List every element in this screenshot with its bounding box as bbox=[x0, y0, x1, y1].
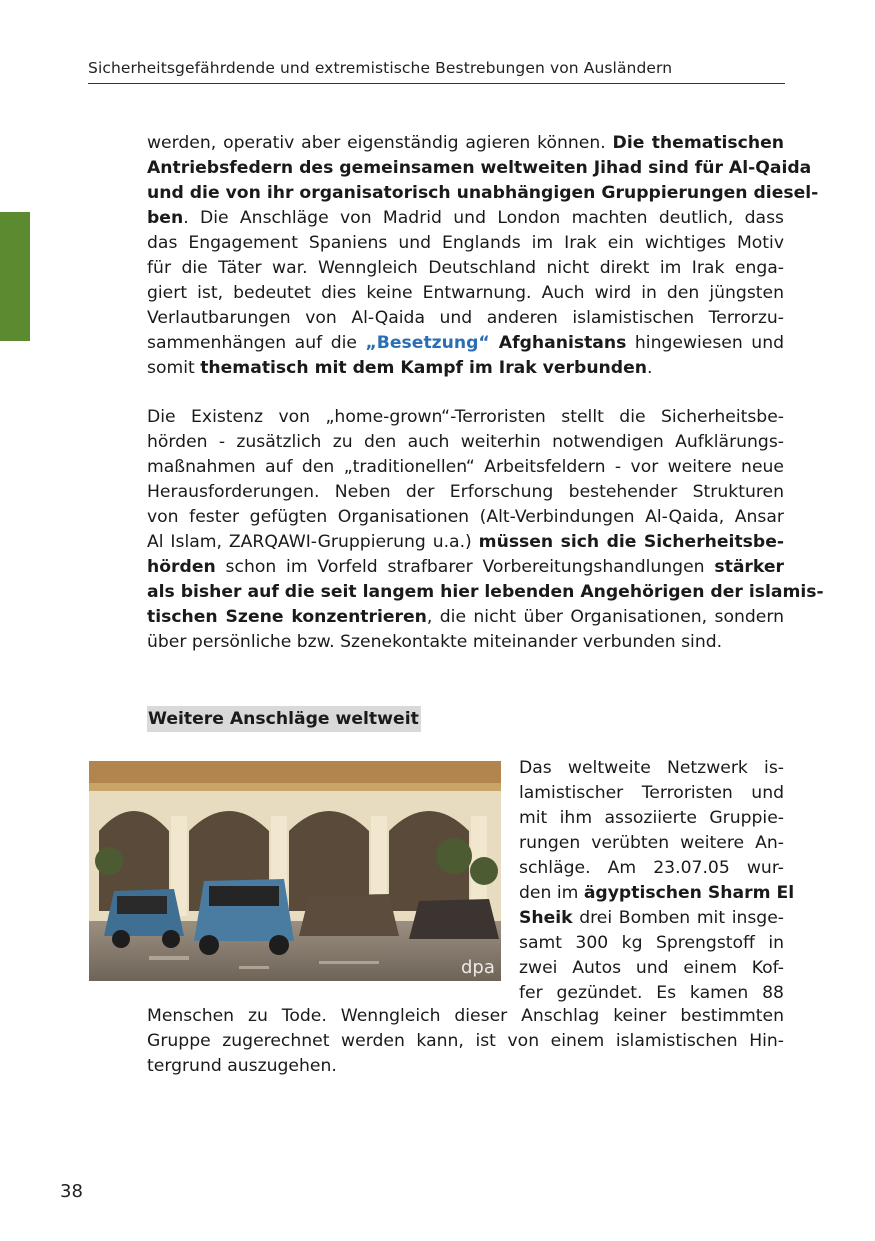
sharm-el-sheik-photo bbox=[89, 761, 501, 981]
paragraph-3-wrapped bbox=[519, 756, 795, 1006]
p3-line-11: Menschen zu Tode. Wenngleich dieser Anschlag keiner bestimmten bbox=[147, 1006, 784, 1026]
chapter-side-tab bbox=[0, 212, 30, 341]
section-heading: Weitere Anschläge weltweit bbox=[147, 706, 421, 732]
p1-line-3: und die von ihr organisatorisch unabhängigen Gruppierungen diesel- bbox=[147, 183, 819, 203]
p3-line-6: den im ägyptischen Sharm El bbox=[519, 883, 795, 903]
p2-line-4: Herausforderungen. Neben der Erforschung bestehender Strukturen bbox=[147, 482, 784, 502]
photo-illustration bbox=[89, 761, 501, 981]
p3-line-9: zwei Autos und einem Kof- bbox=[519, 958, 784, 978]
p2-line-5: von fester gefügten Organisationen (Alt-Verbindungen Al-Qaida, Ansar bbox=[147, 507, 784, 527]
p1-line-5: das Engagement Spaniens und Englands im Irak ein wichtiges Motiv bbox=[147, 233, 784, 253]
p1-line-8: Verlautbarungen von Al-Qaida und anderen islamistischen Terrorzu- bbox=[147, 308, 784, 328]
p2-line-2: hörden - zusätzlich zu den auch weiterhin notwendigen Aufklärungs- bbox=[147, 432, 784, 452]
p1-line-4: ben. Die Anschläge von Madrid und London machten deutlich, dass bbox=[147, 208, 784, 228]
header-divider bbox=[88, 83, 785, 84]
p2-line-8: als bisher auf die seit langem hier lebenden Angehörigen der islamis- bbox=[147, 582, 824, 602]
p3-line-10: fer gezündet. Es kamen 88 bbox=[519, 983, 784, 1003]
p3-line-2: lamistischer Terroristen und bbox=[519, 783, 784, 803]
p1-line-7: giert ist, bedeutet dies keine Entwarnung. Auch wird in den jüngsten bbox=[147, 283, 784, 303]
p2-line-6: Al Islam, ZARQAWI-Gruppierung u.a.) müssen sich die Sicherheitsbe- bbox=[147, 532, 784, 552]
p1-line-9: sammenhängen auf die „Besetzung“ Afghanistans hingewiesen und bbox=[147, 333, 785, 353]
p3-line-12: Gruppe zugerechnet werden kann, ist von einem islamistischen Hin- bbox=[147, 1031, 784, 1051]
p2-line-9: tischen Szene konzentrieren, die nicht über Organisationen, sondern bbox=[147, 607, 785, 627]
p3-line-7: Sheik drei Bomben mit insge- bbox=[519, 908, 784, 928]
p3-line-3: mit ihm assoziierte Gruppie- bbox=[519, 808, 784, 828]
p3-line-13: tergrund auszugehen. bbox=[147, 1056, 337, 1076]
p3-line-4: rungen verübten weitere An- bbox=[519, 833, 784, 853]
p2-line-3: maßnahmen auf den „traditionellen“ Arbeitsfeldern - vor weitere neue bbox=[147, 457, 784, 477]
p2-line-1: Die Existenz von „home-grown“-Terroristen stellt die Sicherheitsbe- bbox=[147, 407, 784, 427]
paragraph-3-continued bbox=[147, 1004, 784, 1079]
p2-line-7: hörden schon im Vorfeld strafbarer Vorbereitungshandlungen stärker bbox=[147, 557, 784, 577]
p1-line-6: für die Täter war. Wenngleich Deutschland nicht direkt im Irak enga- bbox=[147, 258, 784, 278]
running-header: Sicherheitsgefährdende und extremistische Bestrebungen von Ausländern bbox=[88, 59, 673, 77]
photo-credit: dpa bbox=[461, 957, 495, 978]
p1-line-2: Antriebsfedern des gemeinsamen weltweiten Jihad sind für Al-Qaida bbox=[147, 158, 812, 178]
besetzung-highlight: „Besetzung“ bbox=[365, 333, 490, 353]
p2-line-10: über persönliche bzw. Szenekontakte miteinander verbunden sind. bbox=[147, 632, 723, 652]
paragraph-1 bbox=[147, 131, 819, 381]
p1-line-1: werden, operativ aber eigenständig agieren können. Die thematischen bbox=[147, 133, 784, 153]
page-number: 38 bbox=[60, 1181, 83, 1202]
p3-line-1: Das weltweite Netzwerk is- bbox=[519, 758, 784, 778]
p1-line-10: somit thematisch mit dem Kampf im Irak verbunden. bbox=[147, 358, 653, 378]
paragraph-2 bbox=[147, 405, 824, 655]
p3-line-8: samt 300 kg Sprengstoff in bbox=[519, 933, 784, 953]
p3-line-5: schläge. Am 23.07.05 wur- bbox=[519, 858, 784, 878]
